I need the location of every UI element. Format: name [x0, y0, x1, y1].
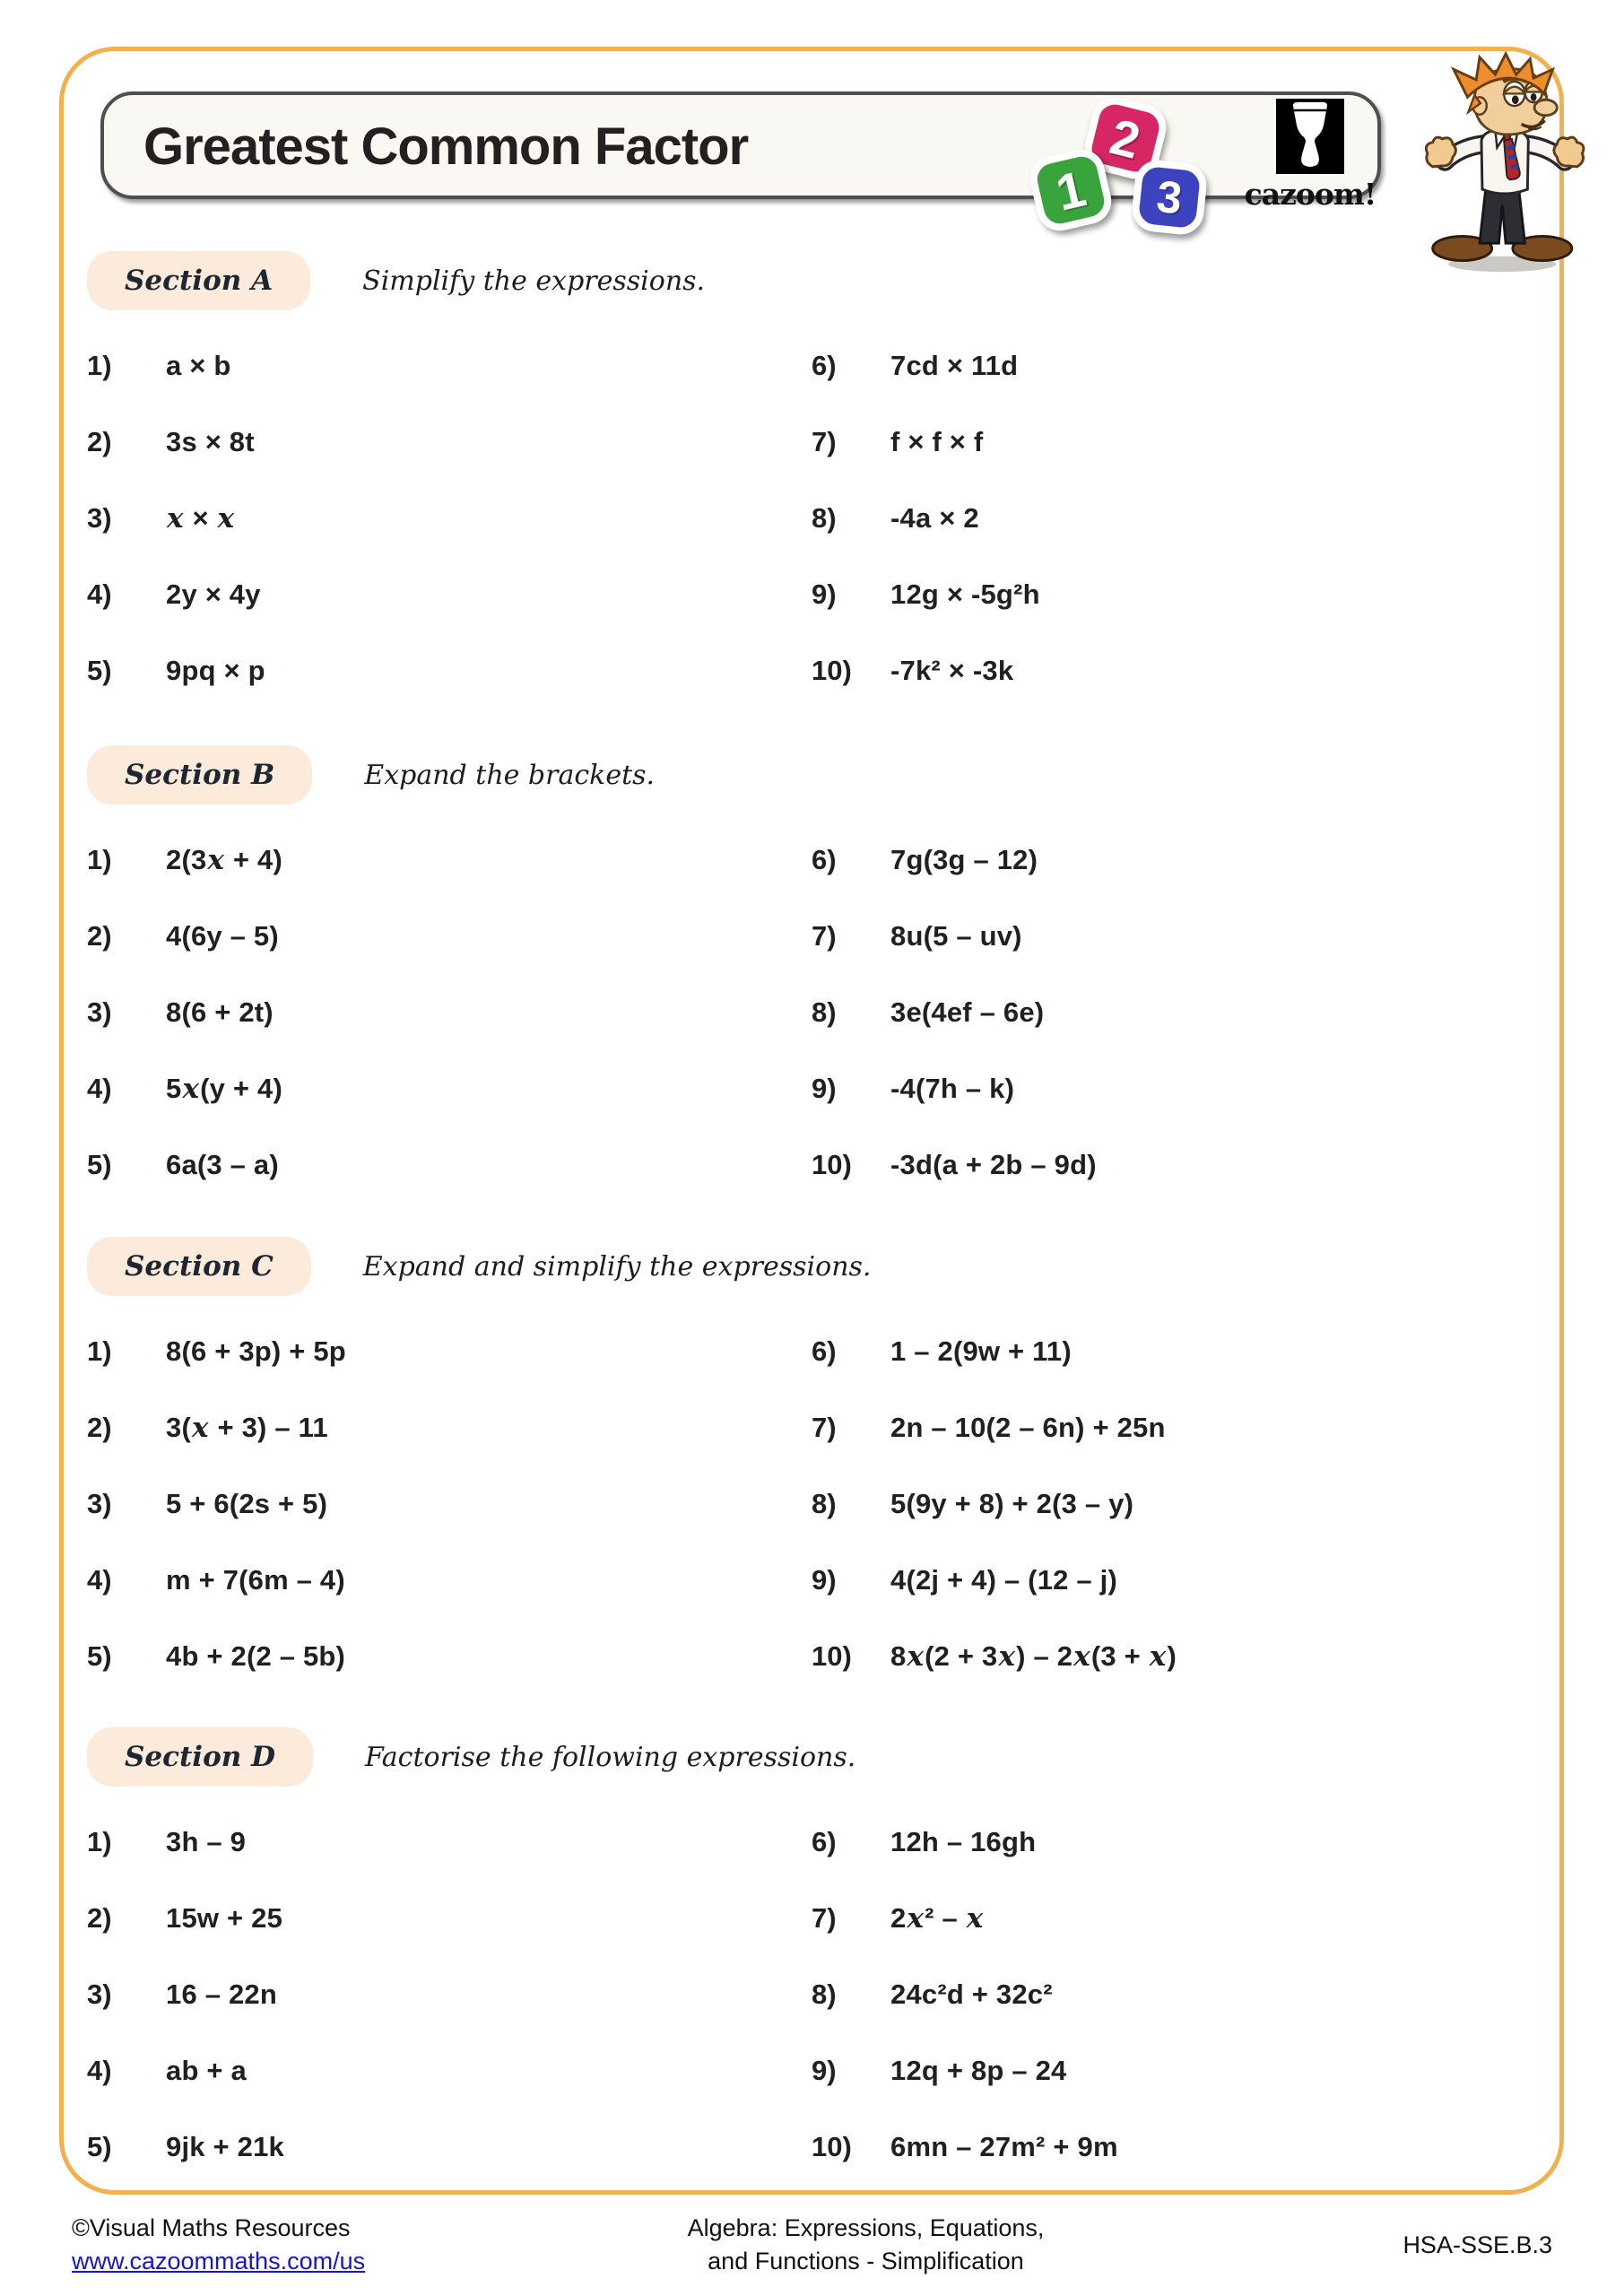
question	[812, 1640, 1536, 1673]
topic-line-2: and Functions - Simplification	[708, 2248, 1024, 2274]
tile-1-icon: 1	[1026, 145, 1116, 236]
question	[87, 1149, 812, 1181]
question-expression: 7cd × 11d	[890, 350, 1019, 381]
question-number: 1)	[87, 350, 112, 381]
question-expression: 5(9y + 8) + 2(3 – y)	[890, 1488, 1134, 1519]
question-expression: f × f × f	[890, 426, 984, 457]
question-expression: 4b + 2(2 – 5b)	[166, 1640, 346, 1672]
question-expression: 12g × -5g²h	[890, 578, 1040, 610]
topic-line-1: Algebra: Expressions, Equations,	[687, 2214, 1045, 2241]
section-a-instruction: Simplify the expressions.	[362, 265, 706, 297]
question-expression: 6mn – 27m² + 9m	[890, 2131, 1118, 2162]
question-expression: 2x² – x	[890, 1902, 984, 1935]
question-number: 8)	[812, 502, 837, 534]
question-number: 2)	[87, 426, 112, 457]
question-number: 6)	[812, 1826, 837, 1857]
question-number: 6)	[812, 844, 837, 875]
footer	[72, 2212, 1552, 2278]
question	[87, 1979, 812, 2011]
question-expression: ab + a	[166, 2055, 247, 2086]
question	[812, 844, 1536, 876]
tile-2-icon: 2	[1080, 92, 1171, 184]
section-d	[87, 1727, 1536, 2163]
question	[812, 1826, 1536, 1858]
question-expression: a × b	[166, 350, 231, 381]
question-expression: 3s × 8t	[166, 426, 255, 457]
question-number: 5)	[87, 2131, 112, 2162]
question-number: 2)	[87, 1902, 112, 1934]
standard-code: HSA-SSE.B.3	[1403, 2231, 1552, 2258]
question-expression: -4a × 2	[890, 502, 979, 534]
section-b-badge: Section B	[87, 745, 312, 804]
question	[812, 1979, 1536, 2011]
question-number: 8)	[812, 996, 837, 1028]
question-expression: 8(6 + 2t)	[166, 996, 274, 1028]
section-b-instruction: Expand the brackets.	[364, 759, 656, 791]
question-number: 3)	[87, 996, 112, 1028]
question	[87, 920, 812, 952]
question-number: 6)	[812, 350, 837, 381]
question	[812, 350, 1536, 382]
question	[812, 1564, 1536, 1596]
question	[87, 2055, 812, 2087]
section-d-instruction: Factorise the following expressions.	[364, 1741, 856, 1773]
question-expression: 2n – 10(2 – 6n) + 25n	[890, 1412, 1166, 1443]
question	[812, 502, 1536, 535]
question-expression: 9pq × p	[166, 655, 265, 686]
question-expression: 5x(y + 4)	[166, 1073, 282, 1105]
tile-3-icon: 3	[1130, 158, 1209, 237]
section-a-questions	[87, 350, 1536, 687]
question-number: 4)	[87, 2055, 112, 2086]
question-number: 6)	[812, 1335, 837, 1367]
question-expression: 3e(4ef – 6e)	[890, 996, 1045, 1028]
question	[812, 2131, 1536, 2163]
question-number: 8)	[812, 1979, 837, 2010]
question-expression: 4(2j + 4) – (12 – j)	[890, 1564, 1117, 1596]
question-number: 5)	[87, 1640, 112, 1672]
website-link[interactable]: www.cazoommaths.com/us	[72, 2248, 366, 2274]
question-number: 3)	[87, 502, 112, 534]
question	[812, 1412, 1536, 1444]
question	[812, 1073, 1536, 1105]
question-number: 4)	[87, 1564, 112, 1596]
question-number: 4)	[87, 578, 112, 610]
question-expression: 16 – 22n	[166, 1979, 277, 2010]
question	[87, 1902, 812, 1935]
question	[812, 578, 1536, 611]
question-number: 7)	[812, 1902, 837, 1934]
question-number: 1)	[87, 1826, 112, 1857]
question-expression: 2(3x + 4)	[166, 844, 282, 876]
question	[87, 1640, 812, 1673]
question-number: 7)	[812, 920, 837, 952]
question	[812, 1335, 1536, 1368]
question	[87, 502, 812, 535]
question-number: 3)	[87, 1979, 112, 2010]
question-number: 10)	[812, 655, 852, 686]
question-expression: 2y × 4y	[166, 578, 261, 610]
mascot-illustration	[1413, 50, 1605, 276]
question	[87, 655, 812, 687]
question	[87, 1412, 812, 1444]
question	[87, 1564, 812, 1596]
question-expression: 8(6 + 3p) + 5p	[166, 1335, 346, 1367]
question-number: 1)	[87, 844, 112, 875]
section-b-questions	[87, 844, 1536, 1181]
question-expression: 15w + 25	[166, 1902, 283, 1934]
question-expression: m + 7(6m – 4)	[166, 1564, 345, 1596]
question-expression: 1 – 2(9w + 11)	[890, 1335, 1072, 1367]
question-expression: 3(x + 3) – 11	[166, 1412, 328, 1444]
question-number: 10)	[812, 2131, 852, 2162]
section-b	[87, 745, 1536, 1181]
question-number: 10)	[812, 1149, 852, 1180]
question-expression: 5 + 6(2s + 5)	[166, 1488, 328, 1519]
question-number: 10)	[812, 1640, 852, 1672]
question	[87, 996, 812, 1029]
question-expression: 24c²d + 32c²	[890, 1979, 1053, 2010]
section-d-badge: Section D	[87, 1727, 313, 1787]
question	[812, 1902, 1536, 1935]
question-expression: x × x	[167, 502, 235, 535]
question	[87, 1335, 812, 1368]
question	[87, 350, 812, 382]
question-number: 1)	[87, 1335, 112, 1367]
question-number: 8)	[812, 1488, 837, 1519]
question	[87, 1488, 812, 1520]
question	[87, 578, 812, 611]
question	[812, 996, 1536, 1029]
question	[87, 1826, 812, 1858]
question-expression: -3d(a + 2b – 9d)	[890, 1149, 1097, 1180]
section-c-questions	[87, 1335, 1536, 1673]
question-number: 4)	[87, 1073, 112, 1104]
question-expression: 8x(2 + 3x) – 2x(3 + x)	[890, 1640, 1177, 1673]
question	[87, 2131, 812, 2163]
question-expression: 12h – 16gh	[890, 1826, 1037, 1857]
question-number: 5)	[87, 1149, 112, 1180]
question-number: 3)	[87, 1488, 112, 1519]
question-expression: 8u(5 – uv)	[890, 920, 1022, 952]
question-number: 2)	[87, 920, 112, 952]
question	[812, 655, 1536, 687]
section-c-badge: Section C	[87, 1237, 311, 1296]
page-title: Greatest Common Factor	[143, 117, 749, 176]
question-number: 2)	[87, 1412, 112, 1443]
section-c	[87, 1237, 1536, 1673]
question-number: 9)	[812, 578, 837, 610]
question-number: 9)	[812, 1073, 837, 1104]
question-expression: 3h – 9	[166, 1826, 247, 1857]
question-number: 9)	[812, 2055, 837, 2086]
section-a-badge: Section A	[87, 251, 310, 310]
question-expression: 9jk + 21k	[166, 2131, 284, 2162]
section-d-questions	[87, 1826, 1536, 2163]
question	[812, 426, 1536, 458]
question-expression: 12q + 8p – 24	[890, 2055, 1067, 2086]
question-expression: -7k² × -3k	[890, 655, 1014, 686]
question	[812, 1149, 1536, 1181]
question-expression: 7g(3g – 12)	[890, 844, 1038, 875]
question	[87, 1073, 812, 1105]
question	[812, 1488, 1536, 1520]
question-number: 7)	[812, 1412, 837, 1443]
question-expression: -4(7h – k)	[890, 1073, 1015, 1104]
question	[87, 844, 812, 876]
cazoom-wordmark: cazoom!	[1244, 177, 1376, 212]
section-a	[87, 251, 1536, 687]
djembe-drum-icon	[1276, 99, 1344, 174]
question	[87, 426, 812, 458]
question	[812, 920, 1536, 952]
question	[812, 2055, 1536, 2087]
question-number: 9)	[812, 1564, 837, 1596]
question-number: 7)	[812, 426, 837, 457]
section-c-instruction: Expand and simplify the expressions.	[362, 1250, 872, 1283]
cazoom-logo	[1243, 99, 1377, 212]
question-expression: 4(6y – 5)	[166, 920, 279, 952]
question-expression: 6a(3 – a)	[166, 1149, 279, 1180]
copyright-text: ©Visual Maths Resources	[72, 2214, 351, 2241]
question-number: 5)	[87, 655, 112, 686]
